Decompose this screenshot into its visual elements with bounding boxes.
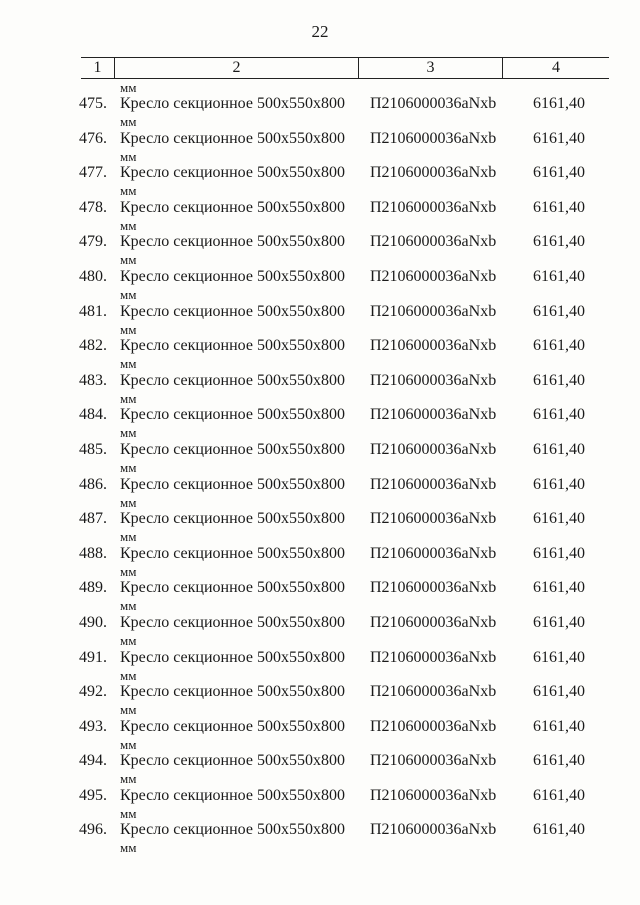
item-name: Кресло секционное 500х550х800: [120, 648, 345, 666]
table-row: [0, 647, 640, 682]
item-price: 6161,40: [533, 786, 585, 804]
header-col-1: 1: [81, 58, 115, 78]
item-code: П2106000036аNxb: [370, 544, 497, 562]
item-name: Кресло секционное 500х550х800: [120, 717, 345, 735]
row-number: 482.: [79, 337, 107, 355]
table-row: [0, 508, 640, 543]
item-name: Кресло секционное 500х550х800: [120, 683, 345, 701]
row-number: 483.: [79, 371, 107, 389]
table-row: [0, 301, 640, 336]
item-price: 6161,40: [533, 198, 585, 216]
item-name: Кресло секционное 500х550х800: [120, 544, 345, 562]
item-code: П2106000036аNxb: [370, 164, 497, 182]
item-name: Кресло секционное 500х550х800: [120, 233, 345, 251]
item-unit: мм: [120, 840, 137, 856]
item-price: 6161,40: [533, 129, 585, 147]
item-unit: мм: [120, 425, 137, 441]
row-number: 496.: [79, 821, 107, 839]
item-name: Кресло секционное 500х550х800: [120, 440, 345, 458]
table-row: [0, 716, 640, 751]
item-price: 6161,40: [533, 267, 585, 285]
item-code: П2106000036аNxb: [370, 267, 497, 285]
item-code: П2106000036аNxb: [370, 510, 497, 528]
item-unit: мм: [120, 148, 137, 164]
item-unit: мм: [120, 356, 137, 372]
item-code: П2106000036аNxb: [370, 302, 497, 320]
item-price: 6161,40: [533, 544, 585, 562]
item-price: 6161,40: [533, 95, 585, 112]
item-code: П2106000036аNxb: [370, 717, 497, 735]
item-name: Кресло секционное 500х550х800: [120, 95, 345, 112]
item-name: Кресло секционное 500х550х800: [120, 406, 345, 424]
item-name: Кресло секционное 500х550х800: [120, 164, 345, 182]
item-price: 6161,40: [533, 164, 585, 182]
item-price: 6161,40: [533, 717, 585, 735]
item-name: Кресло секционное 500х550х800: [120, 198, 345, 216]
item-price: 6161,40: [533, 406, 585, 424]
row-number: 487.: [79, 510, 107, 528]
item-code: П2106000036аNxb: [370, 821, 497, 839]
continuation-unit: мм: [120, 80, 137, 95]
item-unit: мм: [120, 667, 137, 683]
item-unit: мм: [120, 114, 137, 129]
table-header: [81, 57, 609, 79]
item-name: Кресло секционное 500х550х800: [120, 821, 345, 839]
item-code: П2106000036аNxb: [370, 648, 497, 666]
item-code: П2106000036аNxb: [370, 406, 497, 424]
item-price: 6161,40: [533, 648, 585, 666]
item-price: 6161,40: [533, 440, 585, 458]
item-code: П2106000036аNxb: [370, 129, 497, 147]
table-row: [0, 681, 640, 716]
item-code: П2106000036аNxb: [370, 579, 497, 597]
table-row: [0, 750, 640, 785]
item-unit: мм: [120, 321, 137, 337]
table-body: [0, 93, 640, 854]
row-number: 488.: [79, 544, 107, 562]
row-number: 479.: [79, 233, 107, 251]
table-row: [0, 439, 640, 474]
item-code: П2106000036аNxb: [370, 475, 497, 493]
table-row: [0, 266, 640, 301]
row-number: 492.: [79, 683, 107, 701]
item-name: Кресло секционное 500х550х800: [120, 752, 345, 770]
item-unit: мм: [120, 771, 137, 787]
table-row: [0, 335, 640, 370]
item-unit: мм: [120, 286, 137, 302]
item-unit: мм: [120, 598, 137, 614]
row-number: 475.: [79, 95, 107, 112]
row-number: 477.: [79, 164, 107, 182]
row-number: 484.: [79, 406, 107, 424]
table-row: [0, 785, 640, 820]
row-number: 495.: [79, 786, 107, 804]
row-number: 485.: [79, 440, 107, 458]
item-unit: мм: [120, 702, 137, 718]
item-price: 6161,40: [533, 233, 585, 251]
row-number: 486.: [79, 475, 107, 493]
item-price: 6161,40: [533, 510, 585, 528]
item-code: П2106000036аNxb: [370, 440, 497, 458]
item-unit: мм: [120, 459, 137, 475]
row-number: 489.: [79, 579, 107, 597]
item-price: 6161,40: [533, 475, 585, 493]
header-col-3: 3: [359, 58, 503, 78]
row-number: 480.: [79, 267, 107, 285]
item-name: Кресло секционное 500х550х800: [120, 371, 345, 389]
page-number: 22: [311, 22, 329, 41]
item-price: 6161,40: [533, 337, 585, 355]
item-code: П2106000036аNxb: [370, 233, 497, 251]
item-code: П2106000036аNxb: [370, 786, 497, 804]
item-unit: мм: [120, 217, 137, 233]
table-row: [0, 612, 640, 647]
table-row: [0, 819, 640, 854]
row-number: 481.: [79, 302, 107, 320]
item-code: П2106000036аNxb: [370, 752, 497, 770]
table-row: [0, 577, 640, 612]
item-unit: мм: [120, 183, 137, 199]
item-name: Кресло секционное 500х550х800: [120, 510, 345, 528]
item-unit: мм: [120, 390, 137, 406]
header-col-2: 2: [115, 58, 359, 78]
item-unit: мм: [120, 563, 137, 579]
item-code: П2106000036аNxb: [370, 95, 497, 112]
row-number: 491.: [79, 648, 107, 666]
row-number: 476.: [79, 129, 107, 147]
item-unit: мм: [120, 529, 137, 545]
row-number: 493.: [79, 717, 107, 735]
item-price: 6161,40: [533, 683, 585, 701]
item-price: 6161,40: [533, 752, 585, 770]
item-price: 6161,40: [533, 302, 585, 320]
item-name: Кресло секционное 500х550х800: [120, 579, 345, 597]
item-name: Кресло секционное 500х550х800: [120, 613, 345, 631]
table-row: [0, 128, 640, 163]
item-price: 6161,40: [533, 821, 585, 839]
item-name: Кресло секционное 500х550х800: [120, 129, 345, 147]
item-name: Кресло секционное 500х550х800: [120, 267, 345, 285]
item-code: П2106000036аNxb: [370, 613, 497, 631]
table-row: [0, 197, 640, 232]
item-unit: мм: [120, 736, 137, 752]
item-price: 6161,40: [533, 579, 585, 597]
item-name: Кресло секционное 500х550х800: [120, 337, 345, 355]
item-price: 6161,40: [533, 613, 585, 631]
table-row: [0, 93, 640, 128]
table-row: [0, 474, 640, 509]
table-row: [0, 370, 640, 405]
item-code: П2106000036аNxb: [370, 683, 497, 701]
table-row: [0, 404, 640, 439]
table-row: [0, 543, 640, 578]
table-row: [0, 231, 640, 266]
item-unit: мм: [120, 494, 137, 510]
item-code: П2106000036аNxb: [370, 198, 497, 216]
row-number: 490.: [79, 613, 107, 631]
row-number: 478.: [79, 198, 107, 216]
item-name: Кресло секционное 500х550х800: [120, 786, 345, 804]
item-code: П2106000036аNxb: [370, 371, 497, 389]
item-code: П2106000036аNxb: [370, 337, 497, 355]
item-unit: мм: [120, 805, 137, 821]
item-price: 6161,40: [533, 371, 585, 389]
table-row: [0, 162, 640, 197]
item-name: Кресло секционное 500х550х800: [120, 302, 345, 320]
row-number: 494.: [79, 752, 107, 770]
item-name: Кресло секционное 500х550х800: [120, 475, 345, 493]
item-unit: мм: [120, 632, 137, 648]
item-unit: мм: [120, 252, 137, 268]
header-col-4: 4: [552, 59, 560, 76]
